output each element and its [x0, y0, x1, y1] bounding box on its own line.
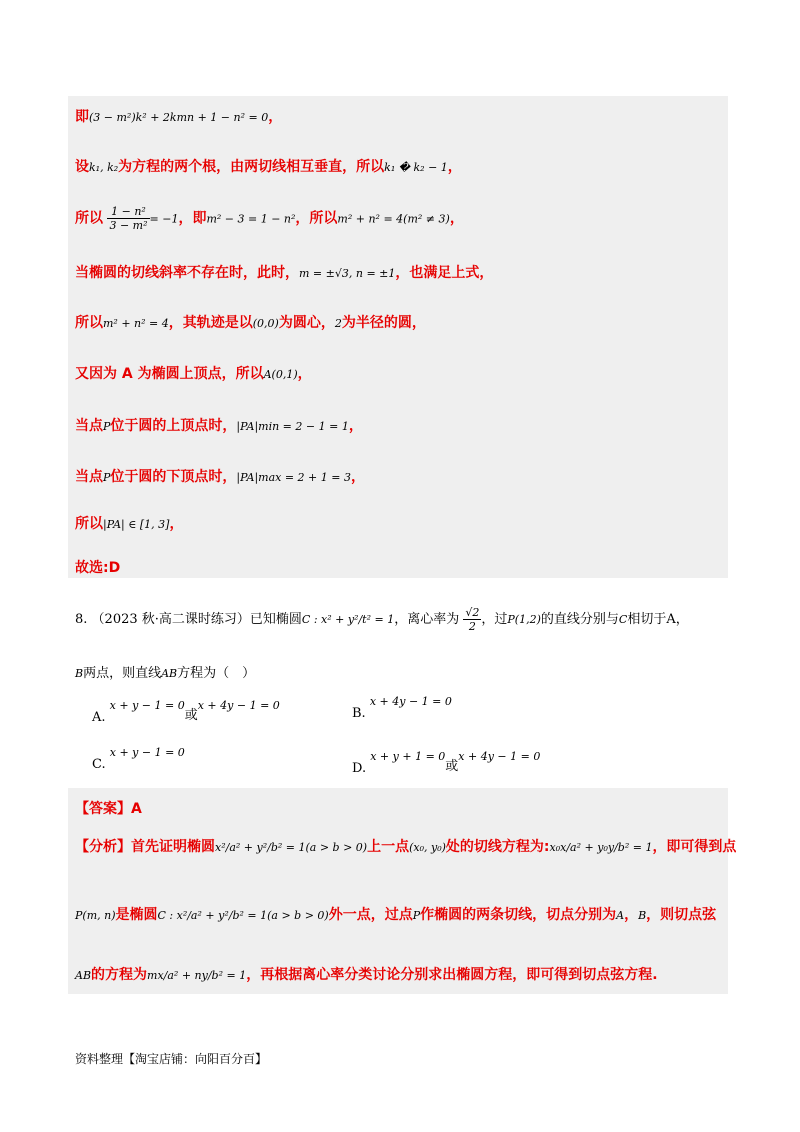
math: x + y + 1 = 0 — [370, 750, 446, 763]
math: B — [75, 667, 84, 680]
analysis-line-1: 【分析】首先证明椭圆x²/a² + y²/b² = 1(a > b > 0)上一点(x₀, y₀)处的切线方程为:x₀x/a² + y₀y/b² = 1，即可得到点 — [75, 839, 737, 855]
math: AB — [75, 969, 92, 982]
math: P(1,2) — [507, 613, 541, 626]
math: A — [616, 909, 625, 922]
solution-line-7: 当点P位于圆的上顶点时，|PA|min = 2 − 1 = 1， — [75, 418, 363, 434]
fraction: $\frac{\text{1 − n²}}{\text{3 − m²}}$ — [109, 205, 148, 232]
math: x²/a² + y²/b² = 1(a > b > 0) — [215, 841, 368, 854]
math: m = ±√3, n = ±1 — [299, 267, 396, 280]
math: = −1 — [149, 212, 179, 226]
option-b — [352, 694, 452, 721]
math: |PA| ∈ [1, 3] — [103, 518, 170, 531]
option-label: A. — [92, 710, 106, 725]
math: m² + n² = 4(m² ≠ 3) — [337, 212, 450, 226]
answer-line — [75, 798, 142, 818]
math: (x₀, y₀) — [409, 841, 446, 854]
math: P(m, n) — [75, 909, 116, 922]
option-a: A. x + y − 1 = 0或x + 4y − 1 = 0 — [92, 699, 280, 725]
solution-line-2: 设k₁, k₂为方程的两个根，由两切线相互垂直，所以k₁ � k₂ − 1， — [75, 159, 462, 175]
math: AB — [161, 667, 178, 680]
math: x + 4y − 1 = 0 — [197, 699, 280, 712]
math: mx/a² + ny/b² = 1 — [147, 969, 247, 982]
math: P — [103, 420, 111, 433]
math: x + 4y − 1 = 0 — [458, 750, 541, 763]
math: m² + n² = 4 — [103, 317, 169, 330]
math: m² − 3 = 1 − n² — [206, 212, 296, 226]
solution-line-4: 当椭圆的切线斜率不存在时，此时，m = ±√3, n = ±1，也满足上式， — [75, 265, 494, 281]
question-number: 8. — [75, 612, 88, 627]
math: B — [638, 909, 647, 922]
math: x₀x/a² + y₀y/b² = 1 — [549, 841, 653, 854]
solution-line-6: 又因为 A 为椭圆上顶点，所以A(0,1)， — [75, 366, 312, 382]
question-line-1: 8. （2023 秋·高二课时练习）已知椭圆C : x² + y²/t² = 1，离心率为 $\frac{√2}{2}$ ，过P(1,2)的直线分别与C相切于A， — [75, 606, 689, 633]
math: k₁ � k₂ − 1 — [384, 161, 448, 174]
option-c — [92, 745, 185, 772]
option-d: D. x + y + 1 = 0或x + 4y − 1 = 0 — [352, 750, 541, 776]
fraction: $\frac{√2}{2}$ — [465, 606, 480, 633]
option-label: B. — [352, 706, 366, 721]
analysis-line-3: AB的方程为mx/a² + ny/b² = 1，再根据离心率分类讨论分别求出椭圆方程，即可得到切点弦方程. — [75, 967, 658, 983]
math: P — [412, 909, 421, 922]
question-line-2: B两点，则直线AB方程为（ ） — [75, 666, 256, 681]
solution-line-1: 即(3 − m²)k² + 2kmn + 1 − n² = 0， — [75, 109, 283, 125]
answer-label: 【答案】A — [75, 801, 142, 817]
analysis-label: 【分析】 — [75, 839, 131, 855]
solution-line-5: 所以m² + n² = 4，其轨迹是以(0,0)为圆心，2为半径的圆， — [75, 315, 426, 331]
math: P — [103, 471, 111, 484]
math: x + y − 1 = 0 — [109, 699, 185, 712]
math: x + y − 1 = 0 — [109, 746, 185, 759]
math: C : x²/a² + y²/b² = 1(a > b > 0) — [157, 909, 329, 922]
math: C : x² + y²/t² = 1 — [301, 613, 395, 626]
math: |PA|max = 2 + 1 = 3 — [236, 471, 351, 484]
math: C — [618, 613, 628, 626]
solution-line-10: 故选:D — [75, 560, 121, 576]
solution-line-8: 当点P位于圆的下顶点时，|PA|max = 2 + 1 = 3， — [75, 469, 365, 485]
analysis-line-2: P(m, n)是椭圆C : x²/a² + y²/b² = 1(a > b > 0)外一点，过点P作椭圆的两条切线，切点分别为A，B，则切点弦 — [75, 907, 717, 923]
math: x + 4y − 1 = 0 — [369, 695, 452, 708]
math: |PA|min = 2 − 1 = 1 — [236, 420, 349, 433]
option-label: C. — [92, 757, 106, 772]
option-label: D. — [352, 761, 367, 776]
math: k₁, k₂ — [89, 161, 119, 174]
solution-line-3: 所以 $\frac{\text{1 − n²}}{\text{3 − m²}}$ = −1，即m² − 3 = 1 − n²，所以m² + n² = 4(m² ≠ 3)， — [75, 205, 464, 232]
math: (0,0) — [252, 317, 279, 330]
math: (3 − m²)k² + 2kmn + 1 − n² = 0 — [89, 111, 269, 124]
math: 2 — [334, 317, 342, 330]
math: A(0,1) — [263, 368, 298, 381]
solution-line-9: 所以|PA| ∈ [1, 3]， — [75, 516, 184, 532]
page-footer: 资料整理【淘宝店铺：向阳百分百】 — [75, 1052, 268, 1066]
